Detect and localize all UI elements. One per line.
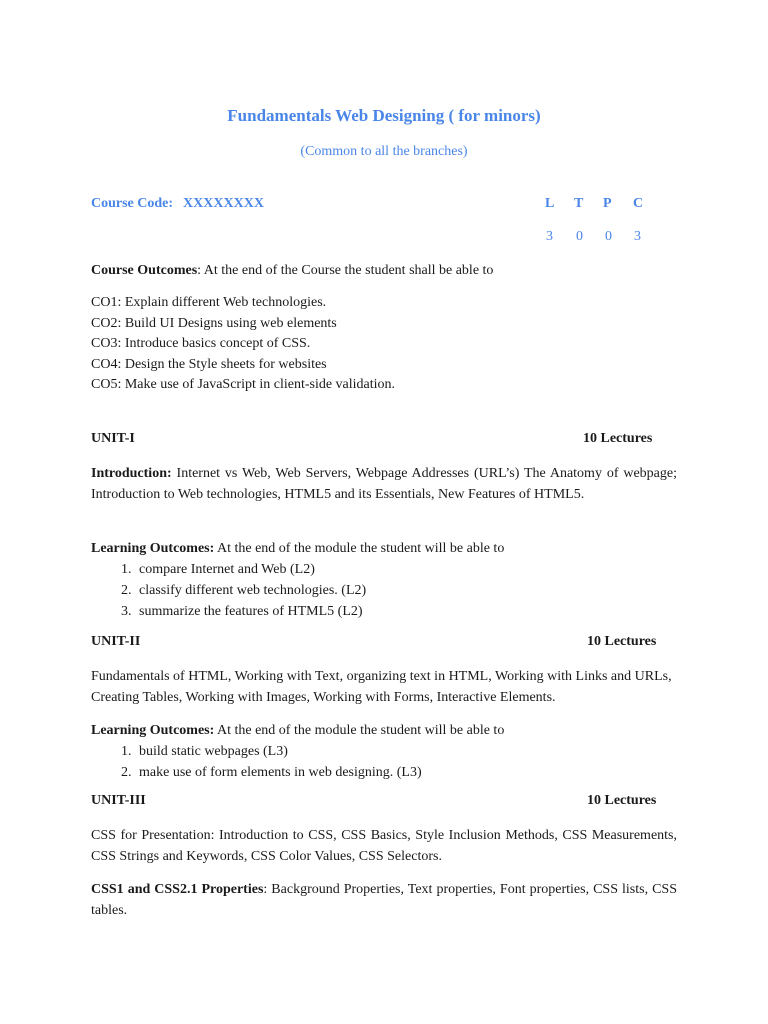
list-item: 1. compare Internet and Web (L2) <box>135 559 677 580</box>
unit-2-lo-text: At the end of the module the student will be able to <box>214 723 505 738</box>
ltpc-header-t: T <box>574 196 584 211</box>
course-outcomes-intro: : At the end of the Course the student shall be able to <box>197 263 494 278</box>
list-item: 3. summarize the features of HTML5 (L2) <box>135 601 677 622</box>
course-outcomes-label: Course Outcomes <box>91 263 198 278</box>
course-outcome-item: CO4: Design the Style sheets for websites <box>91 356 327 372</box>
ltpc-value-p: 0 <box>605 229 612 244</box>
unit-3-props-text: : Background Properties, Text properties, Font properties, CSS lists, CSS tables. <box>91 882 677 918</box>
unit-1-intro-text: Internet vs Web, Web Servers, Webpage Addresses (URL’s) The Anatomy of webpage; Introduction to Web technologies, HTML5 and its Essentials, New Features of HTML5. <box>91 466 677 502</box>
course-outcomes-heading <box>91 260 677 281</box>
ltpc-value-c: 3 <box>634 229 641 244</box>
course-outcomes-list <box>91 293 677 396</box>
unit-1-introduction <box>91 463 677 505</box>
course-outcome-item: CO3: Introduce basics concept of CSS. <box>91 336 311 351</box>
ltpc-header-l: L <box>545 196 555 211</box>
unit-3-props-label: CSS1 and CSS2.1 Properties <box>91 882 264 897</box>
unit-1-lectures: 10 Lectures <box>583 431 653 446</box>
course-outcome-item: CO1: Explain different Web technologies. <box>91 295 327 310</box>
course-code-value: XXXXXXXX <box>183 196 264 211</box>
unit-1-lo-text: At the end of the module the student will be able to <box>214 541 505 556</box>
unit-2-heading: UNIT-II <box>91 634 141 649</box>
unit-2-lo-heading <box>91 720 677 741</box>
ltpc-value-t: 0 <box>576 229 583 244</box>
unit-2-outcomes-list <box>91 741 677 783</box>
unit-1-learning-outcomes <box>91 538 677 622</box>
unit-2-learning-outcomes <box>91 720 677 783</box>
unit-1-outcomes-list <box>91 559 677 622</box>
document-title: Fundamentals Web Designing ( for minors) <box>227 106 541 125</box>
unit-1-lo-heading <box>91 538 677 559</box>
unit-3-text: CSS for Presentation: Introduction to CSS, CSS Basics, Style Inclusion Methods, CSS Measurements, CSS Strings and Keywords, CSS Color Values, CSS Selectors. <box>91 828 677 864</box>
course-outcome-item: CO2: Build UI Designs using web elements <box>91 315 337 331</box>
unit-3-heading: UNIT-III <box>91 793 146 808</box>
ltpc-header-c: C <box>633 196 644 211</box>
unit-2-lo-label: Learning Outcomes: <box>91 723 215 738</box>
list-item: 1. build static webpages (L3) <box>135 741 677 762</box>
unit-2-lectures: 10 Lectures <box>587 634 657 649</box>
unit-3-properties <box>91 879 677 921</box>
ltpc-value-l: 3 <box>546 229 553 244</box>
ltpc-header-p: P <box>603 196 612 211</box>
course-code <box>91 196 264 212</box>
document-subtitle: (Common to all the branches) <box>300 144 468 159</box>
unit-1-intro-label: Introduction: <box>91 466 172 481</box>
unit-3-lectures: 10 Lectures <box>587 793 657 808</box>
list-item: 2. make use of form elements in web designing. (L3) <box>135 762 677 783</box>
unit-1-heading: UNIT-I <box>91 431 135 446</box>
unit-1-lo-label: Learning Outcomes: <box>91 541 215 556</box>
unit-2-text: Fundamentals of HTML, Working with Text, organizing text in HTML, Working with Links and URLs, Creating Tables, Working with Images, Working with Forms, Interactive Elements. <box>91 669 672 705</box>
course-outcome-item: CO5: Make use of JavaScript in client-side validation. <box>91 377 396 392</box>
list-item: 2. classify different web technologies. (L2) <box>135 580 677 601</box>
course-code-label: Course Code: <box>91 196 174 211</box>
